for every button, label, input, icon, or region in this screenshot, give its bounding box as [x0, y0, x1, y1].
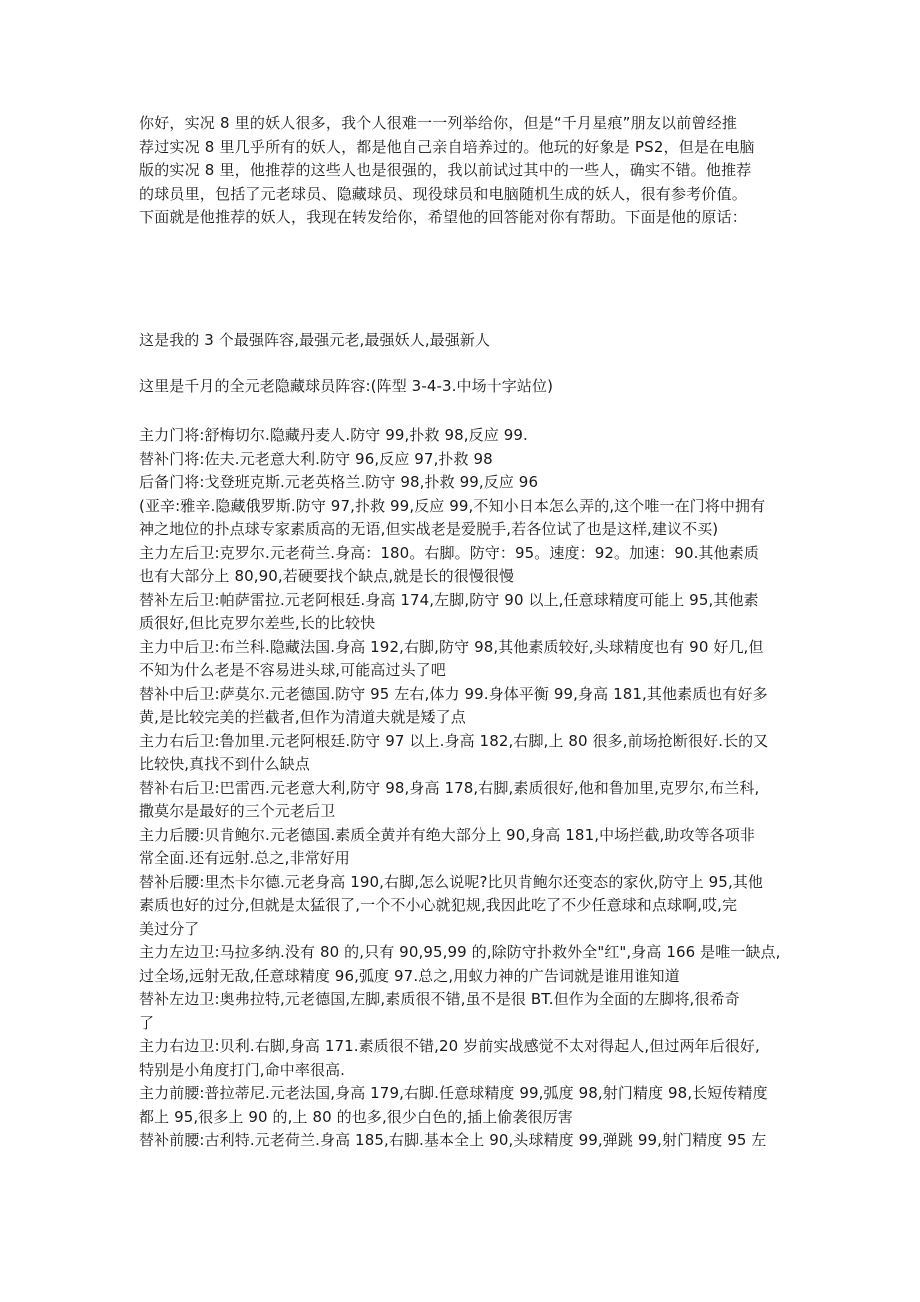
- roster-line: 替补门将:佐夫.元老意大利.防守 96,反应 97,扑救 98: [139, 449, 493, 468]
- roster-line: 替补右后卫:巴雷西.元老意大利,防守 98,身高 178,右脚,素质很好,他和鲁加里,克罗尔,布兰科,: [139, 778, 760, 797]
- roster-line: 主力右后卫:鲁加里.元老阿根廷.防守 97 以上.身高 182,右脚,上 80 很多,前场抢断很好.长的又: [139, 731, 769, 750]
- roster-line: 都上 95,很多上 90 的,上 80 的也多,很少白色的,插上偷袭很厉害: [139, 1107, 573, 1126]
- roster-line: 替补中后卫:萨莫尔.元老德国.防守 95 左右,体力 99.身体平衡 99,身高 181,其他素质也有好多: [139, 684, 768, 703]
- roster-line: 主力左后卫:克罗尔.元老荷兰.身高：180。右脚。防守：95。速度：92。加速：90.其他素质: [139, 543, 759, 562]
- roster-line: 主力中后卫:布兰科.隐藏法国.身高 192,右脚,防守 98,其他素质较好,头球精度也有 90 好几,但: [139, 637, 764, 656]
- roster-line: 过全场,远射无敌,任意球精度 96,弧度 97.总之,用蚁力神的广告词就是谁用谁知道: [139, 966, 680, 985]
- roster-line: 主力门将:舒梅切尔.隐藏丹麦人.防守 99,扑救 98,反应 99.: [139, 426, 528, 444]
- roster-line: 了: [139, 1013, 155, 1032]
- intro-line: 的球员里，包括了元老球员、隐藏球员、现役球员和电脑随机生成的妖人，很有参考价值。: [139, 184, 748, 203]
- intro-line: 你好，实况 8 里的妖人很多，我个人很难一一列举给你，但是“千月星痕”朋友以前曾经推: [139, 114, 738, 132]
- roster-line: 质很好,但比克罗尔差些,长的比较快: [139, 614, 376, 632]
- roster-list: [139, 424, 799, 1153]
- roster-line: 替补前腰:古利特.元老荷兰.身高 185,右脚.基本全上 90,头球精度 99,弹跳 99,射门精度 95 左: [139, 1131, 767, 1149]
- lineup-intro: [139, 329, 799, 353]
- roster-line: 比较快,真找不到什么缺点: [139, 755, 310, 773]
- roster-line: 主力左边卫:马拉多纳.没有 80 的,只有 90,95,99 的,除防守扑救外全"红",身高 166 是唯一缺点,: [139, 943, 781, 961]
- roster-line: 主力后腰:贝肯鲍尔.元老德国.素质全黄并有绝大部分上 90,身高 181,中场拦截,助攻等各项非: [139, 825, 755, 844]
- lineup-intro-text: 这是我的 3 个最强阵容,最强元老,最强妖人,最强新人: [139, 331, 491, 349]
- lineup-title-text: 这里是千月的全元老隐藏球员阵容:(阵型 3-4-3.中场十字站位): [139, 377, 554, 395]
- roster-line: 神之地位的扑点球专家素质高的无语,但实战老是爱脱手,若各位试了也是这样,建议不买): [139, 520, 719, 538]
- roster-line: 后备门将:戈登班克斯.元老英格兰.防守 98,扑救 99,反应 96: [139, 473, 539, 491]
- intro-line: 版的实况 8 里，他推荐的这些人也是很强的，我以前试过其中的一些人，确实不错。他推荐: [139, 161, 752, 179]
- intro-line: 荐过实况 8 里几乎所有的妖人，都是他自己亲自培养过的。他玩的好象是 PS2，但是在电脑: [139, 137, 755, 156]
- roster-line: 撒莫尔是最好的三个元老后卫: [139, 802, 336, 820]
- roster-line: 也有大部分上 80,90,若硬要找个缺点,就是长的很慢很慢: [139, 567, 515, 585]
- roster-line: 美过分了: [139, 919, 200, 938]
- intro-paragraph: [139, 112, 799, 230]
- roster-line: 主力右边卫:贝利.右脚,身高 171.素质很不错,20 岁前实战感觉不太对得起人,但过两年后很好,: [139, 1037, 760, 1055]
- roster-line: 主力前腰:普拉蒂尼.元老法国,身高 179,右脚.任意球精度 99,弧度 98,射门精度 98,长短传精度: [139, 1084, 768, 1102]
- roster-line: 黄,是比较完美的拦截者,但作为清道夫就是矮了点: [139, 708, 466, 726]
- roster-line: 替补左后卫:帕萨雷拉.元老阿根廷.身高 174,左脚,防守 90 以上,任意球精度可能上 95,其他素: [139, 590, 759, 609]
- roster-line: 替补后腰:里杰卡尔德.元老身高 190,右脚,怎么说呢?比贝肯鲍尔还变态的家伙,防守上 95,其他: [139, 872, 764, 891]
- roster-line: 特别是小角度打门,命中率很高.: [139, 1060, 346, 1079]
- roster-line: 常全面.还有远射.总之,非常好用: [139, 849, 350, 867]
- roster-line: 素质也好的过分,但就是太猛很了,一个不小心就犯规,我因此吃了不少任意球和点球啊,哎,完: [139, 896, 738, 914]
- roster-line: 不知为什么老是不容易进头球,可能高过头了吧: [139, 661, 446, 679]
- lineup-title: [139, 375, 799, 399]
- roster-line: 替补左边卫:奥弗拉特,元老德国,左脚,素质很不错,虽不是很 BT.但作为全面的左脚将,很希奇: [139, 990, 740, 1008]
- roster-line: (亚辛:雅辛.隐藏俄罗斯.防守 97,扑救 99,反应 99,不知小日本怎么弄的,这个唯一在门将中拥有: [139, 496, 766, 515]
- intro-line: 下面就是他推荐的妖人，我现在转发给你，希望他的回答能对你有帮助。下面是他的原话：: [139, 208, 748, 226]
